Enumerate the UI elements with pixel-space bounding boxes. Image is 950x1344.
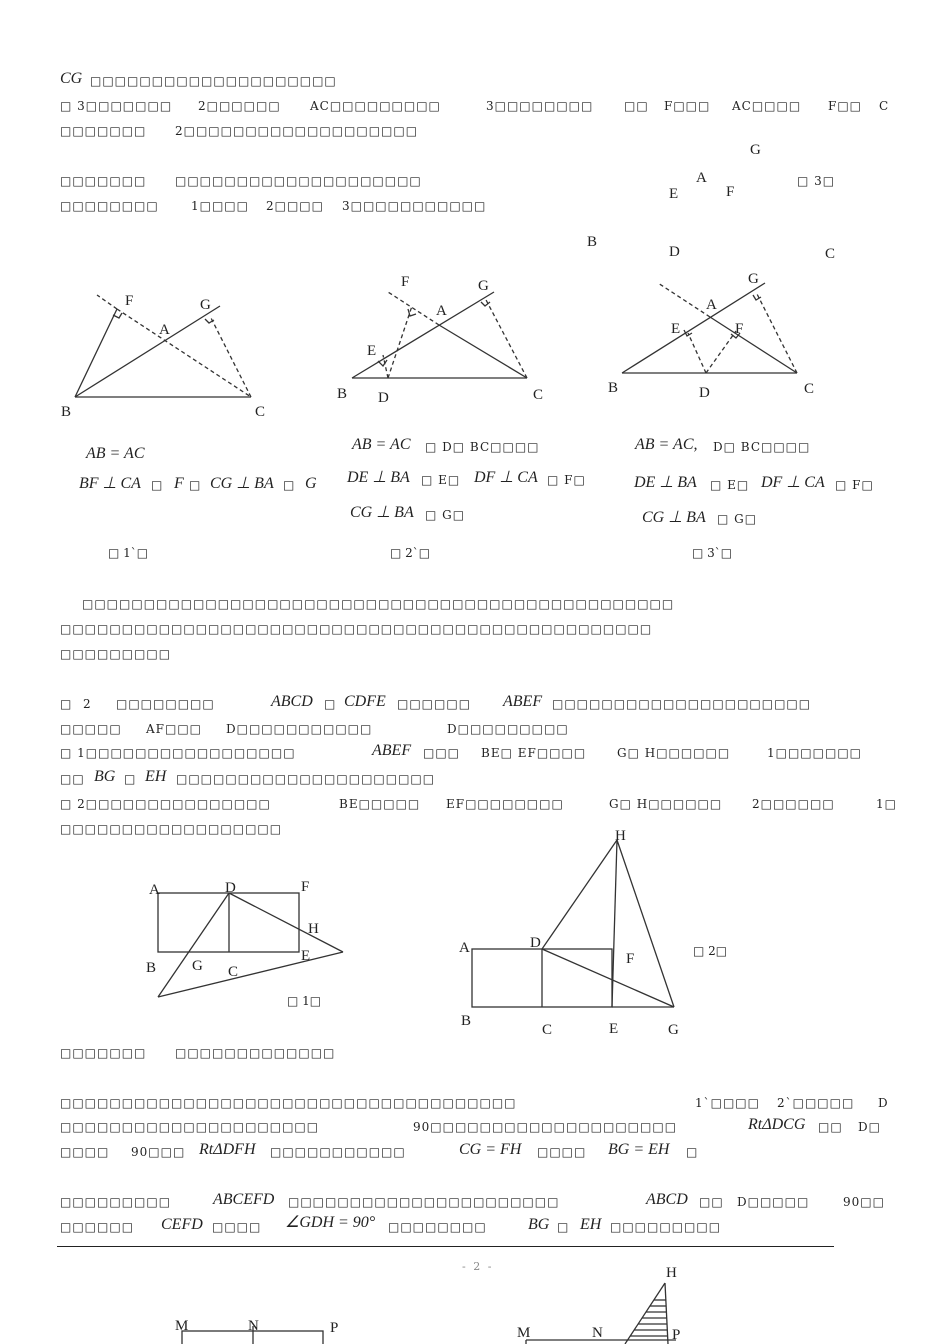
point-label-b: B xyxy=(61,404,72,420)
math-fragment: G xyxy=(305,475,317,492)
point-label-e: E xyxy=(671,321,681,337)
point-label-a: A xyxy=(459,940,470,956)
figure-caption: □ 1`□ xyxy=(108,546,149,560)
text-fragment: □ xyxy=(324,697,337,711)
text-fragment: □ F□ xyxy=(835,478,874,492)
text-line: F□□ xyxy=(828,99,863,113)
text-line: 2□□□□ xyxy=(266,199,324,213)
point-label-c: C xyxy=(542,1022,553,1038)
text-fragment: □□□□ xyxy=(537,1145,587,1159)
page-divider xyxy=(57,1246,834,1247)
point-label-p: P xyxy=(330,1320,339,1336)
text-fragment: □ F□ xyxy=(547,473,586,487)
text-fragment: □ xyxy=(686,1145,699,1159)
text-fragment: □ G□ xyxy=(425,508,466,522)
point-label-g: G xyxy=(748,271,759,287)
text-fragment: 2□□□□□□ xyxy=(752,797,835,811)
text-line: □□□□□□□ xyxy=(60,174,147,188)
text-line: 2□□□□□□□□□□□□□□□□□□□ xyxy=(175,124,419,138)
text-fragment: 1□□□□□□□ xyxy=(767,746,862,760)
point-label-c: C xyxy=(228,964,239,980)
text-fragment: □□□□□□□□□□□□□□□□□□□□□ xyxy=(60,1120,320,1134)
figure-5-drawing xyxy=(472,840,674,1007)
math-fragment: F xyxy=(174,475,184,492)
text-fragment: □□□□□□ xyxy=(397,697,472,711)
figure-caption: □ 1□ xyxy=(287,994,322,1008)
text-fragment: □ D□ BC□□□□ xyxy=(425,440,540,454)
math-abcd: ABCD xyxy=(646,1191,688,1208)
math-bg: BG xyxy=(528,1216,550,1233)
text-fragment: □ E□ xyxy=(710,478,750,492)
text-fragment: □□□□□ xyxy=(60,722,122,736)
text-fragment: □ xyxy=(189,478,202,492)
paragraph-line: □□□□□□□□□□□□□□□□□□□□□□□□□□□□□□□□□□□□□□□□□□□□□□□□ xyxy=(82,597,675,611)
text-line: □□□□□□□ xyxy=(60,124,147,138)
point-label-h: H xyxy=(308,921,319,937)
text-line: □□ xyxy=(624,99,649,113)
point-label-f: F xyxy=(726,184,735,200)
text-fragment: □□□□□□□□□□□□□□□□□□□□□□□□□□□□□□□□□□□□□ xyxy=(60,1096,517,1110)
text-line: □□□□□□□□□□□□□□□□□□□□ xyxy=(175,174,422,188)
text-fragment: 1□ xyxy=(876,797,897,811)
point-label-a: A xyxy=(696,170,707,186)
condition-de-perp: DE ⊥ BA xyxy=(347,469,410,486)
condition-ab-ac: AB = AC xyxy=(352,436,411,453)
point-label-g: G xyxy=(750,142,761,158)
text-line: 3□□□□□□□□□□□ xyxy=(342,199,487,213)
point-label-b: B xyxy=(587,234,598,250)
point-label-e: E xyxy=(609,1021,619,1037)
text-fragment: G□ H□□□□□□ xyxy=(609,797,723,811)
math-rt-dfh: RtΔDFH xyxy=(199,1141,256,1158)
point-label-f: F xyxy=(301,879,310,895)
text-fragment: 90□□□□□□□□□□□□□□□□□□□□ xyxy=(413,1120,678,1134)
text-fragment: D xyxy=(878,1096,889,1110)
text-fragment: □□□□□□□□ xyxy=(116,697,215,711)
text-fragment: □□□□□□□ xyxy=(60,1046,147,1060)
point-label-n: N xyxy=(592,1325,603,1341)
text-fragment: BE□□□□□ xyxy=(339,797,421,811)
text-line: AC□□□□□□□□□ xyxy=(310,99,441,113)
point-label-c: C xyxy=(825,246,836,262)
condition-cg-perp: CG ⊥ BA xyxy=(642,509,706,526)
text-line: □ 3□□□□□□□ xyxy=(60,99,173,113)
math-eh: EH xyxy=(580,1216,602,1233)
text-fragment: EF□□□□□□□□ xyxy=(446,797,564,811)
text-fragment: □ E□ xyxy=(421,473,461,487)
text-fragment: □□ xyxy=(60,772,85,786)
point-label-d: D xyxy=(225,880,236,896)
text-fragment: □□□□□□□□□□□□□□□□□□□□□□ xyxy=(288,1195,560,1209)
text-line: F□□□ xyxy=(664,99,711,113)
point-label-b: B xyxy=(461,1013,472,1029)
point-label-c: C xyxy=(255,404,266,420)
text-fragment: □ 2□□□□□□□□□□□□□□□ xyxy=(60,797,271,811)
point-label-e: E xyxy=(367,343,377,359)
math-abcefd: ABCEFD xyxy=(213,1191,275,1208)
point-label-h: H xyxy=(615,828,626,844)
point-label-b: B xyxy=(608,380,619,396)
text-fragment: □□□□□□□□□ xyxy=(610,1220,722,1234)
point-label-a: A xyxy=(149,882,160,898)
text-fragment: □□□□□□□□□ xyxy=(60,1195,172,1209)
point-label-b: B xyxy=(146,960,157,976)
point-label-b: B xyxy=(337,386,348,402)
paragraph-line: □□□□□□□□□□□□□□□□□□□□□□□□□□□□□□□□□□□□□□□□□□□□□□□□ xyxy=(60,622,653,636)
text-line: 3□□□□□□□□ xyxy=(486,99,594,113)
point-label-e: E xyxy=(301,948,311,964)
point-label-n: N xyxy=(248,1318,259,1334)
text-fragment: □ xyxy=(283,478,296,492)
point-label-e: E xyxy=(669,186,679,202)
text-fragment: □ xyxy=(124,772,137,786)
text-fragment: □□□□□□□□□□□□□ xyxy=(175,1046,336,1060)
text-fragment: □□ xyxy=(818,1120,843,1134)
point-label-g: G xyxy=(192,958,203,974)
text-fragment: D□ xyxy=(858,1120,881,1134)
text-fragment: □□□□□□□□□□□□□□□□□□□□□ xyxy=(552,697,812,711)
math-abcd: ABCD xyxy=(271,693,313,710)
text-line: 2□□□□□□ xyxy=(198,99,281,113)
math-bg: BG xyxy=(94,768,116,785)
text-fragment: D□□□□□ xyxy=(737,1195,810,1209)
text-fragment: □□□□□□□□ xyxy=(388,1220,487,1234)
point-label-d: D xyxy=(530,935,541,951)
figure-caption: □ 3□ xyxy=(797,174,836,188)
figure-1-drawing xyxy=(75,295,251,397)
point-label-f: F xyxy=(735,321,744,337)
figure-4-drawing xyxy=(158,893,343,997)
condition-cg-perp: CG ⊥ BA xyxy=(350,504,414,521)
text-fragment: □□ xyxy=(699,1195,724,1209)
point-label-d: D xyxy=(669,244,680,260)
figure-caption: □ 2□ xyxy=(693,944,728,958)
point-label-c: C xyxy=(533,387,544,403)
text-fragment: G□ H□□□□□□ xyxy=(617,746,731,760)
text-fragment: 90□□□ xyxy=(131,1145,186,1159)
text-line: □□□□□□□□□□□□□□□□□□□□ xyxy=(90,74,337,88)
text-fragment: □□□□ xyxy=(60,1145,110,1159)
text-fragment: □□□□□□ xyxy=(60,1220,135,1234)
text-fragment: 2`□□□□□ xyxy=(777,1096,855,1110)
point-label-f: F xyxy=(125,293,134,309)
text-fragment: 2 xyxy=(83,697,92,711)
text-fragment: □□□□□□□□□□□ xyxy=(270,1145,406,1159)
math-cefd: CEFD xyxy=(161,1216,203,1233)
point-label-d: D xyxy=(378,390,389,406)
text-fragment: AF□□□ xyxy=(146,722,203,736)
figure-caption: □ 2`□ xyxy=(390,546,431,560)
condition-ab-ac: AB = AC xyxy=(86,445,145,462)
point-label-m: M xyxy=(517,1325,531,1341)
text-line: □□□□□□□□ xyxy=(60,199,159,213)
figure-caption: □ 3`□ xyxy=(692,546,733,560)
point-label-g: G xyxy=(478,278,489,294)
text-fragment: BE□ EF□□□□ xyxy=(481,746,587,760)
text-fragment: D□□□□□□□□□□□ xyxy=(226,722,373,736)
text-line: AC□□□□ xyxy=(732,99,802,113)
point-label-m: M xyxy=(175,1318,189,1334)
point-label-f: F xyxy=(626,951,635,967)
text-fragment: □ xyxy=(151,478,164,492)
point-label-a: A xyxy=(159,322,170,338)
math-abef: ABEF xyxy=(372,742,412,759)
text-fragment: D□ BC□□□□ xyxy=(713,440,811,454)
point-label-d: D xyxy=(699,385,710,401)
text-fragment: □□□□□□□□□□□□□□□□□□□□□ xyxy=(176,772,436,786)
text-line: 1□□□□ xyxy=(191,199,249,213)
point-label-f: F xyxy=(401,274,410,290)
text-fragment: □□□□ xyxy=(212,1220,262,1234)
paragraph-line: □□□□□□□□□ xyxy=(60,647,172,661)
point-label-g: G xyxy=(668,1022,679,1038)
math-bg-eh: BG = EH xyxy=(608,1141,670,1158)
text-fragment: □□□□□□□□□□□□□□□□□□ xyxy=(60,822,283,836)
math-cg-fh: CG = FH xyxy=(459,1141,522,1158)
point-label-p: P xyxy=(672,1327,681,1343)
text-fragment: D□□□□□□□□□ xyxy=(447,722,569,736)
point-label-a: A xyxy=(706,297,717,313)
text-fragment: □ 1□□□□□□□□□□□□□□□□□ xyxy=(60,746,296,760)
condition-bf-perp: BF ⊥ CA xyxy=(79,475,141,492)
text-line: C xyxy=(879,99,890,113)
text-fragment: □□□ xyxy=(423,746,461,760)
text-fragment: □ G□ xyxy=(717,512,758,526)
math-rt-dcg: RtΔDCG xyxy=(748,1116,806,1133)
condition-cg-perp: CG ⊥ BA xyxy=(210,475,274,492)
text-fragment: □ xyxy=(557,1220,570,1234)
math-abef: ABEF xyxy=(503,693,543,710)
point-label-a: A xyxy=(436,303,447,319)
text-fragment: □ xyxy=(60,697,73,711)
math-cg: CG xyxy=(60,70,83,87)
math-cdfe: CDFE xyxy=(344,693,386,710)
text-fragment: 90□□ xyxy=(843,1195,885,1209)
page-number: - 2 - xyxy=(462,1260,494,1273)
point-label-h: H xyxy=(666,1265,677,1281)
condition-df-perp: DF ⊥ CA xyxy=(474,469,538,486)
math-angle-gdh: ∠GDH = 90° xyxy=(285,1214,376,1231)
point-label-g: G xyxy=(200,297,211,313)
condition-ab-ac: AB = AC, xyxy=(635,436,698,453)
math-eh: EH xyxy=(145,768,167,785)
text-fragment: 1`□□□□ xyxy=(695,1096,760,1110)
condition-df-perp: DF ⊥ CA xyxy=(761,474,825,491)
condition-de-perp: DE ⊥ BA xyxy=(634,474,697,491)
point-label-c: C xyxy=(804,381,815,397)
